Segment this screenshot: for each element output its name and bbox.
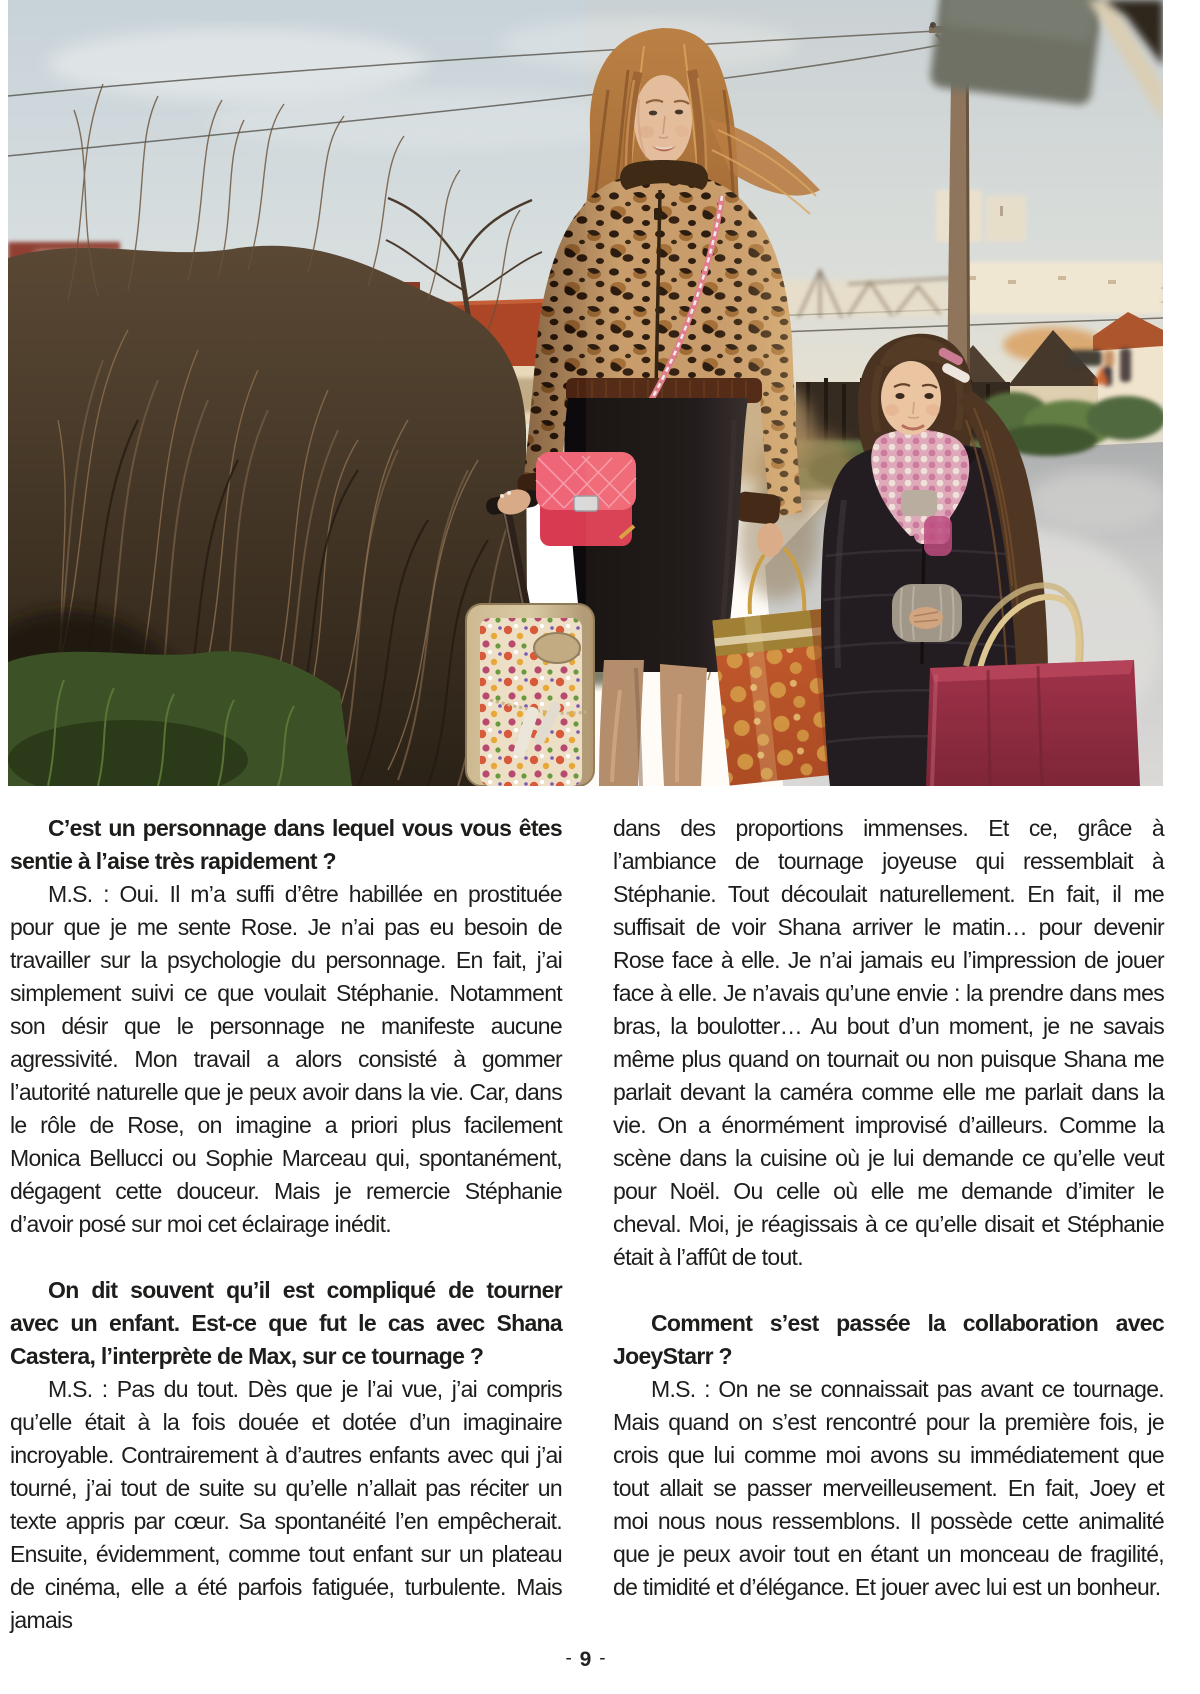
page-number-suffix: - (599, 1648, 607, 1669)
interview-question: Comment s’est passée la collaboration avec JoeyStarr ? (613, 1310, 1164, 1369)
photo-woman-and-girl (8, 0, 1163, 786)
article-column-right (613, 812, 1164, 1604)
article-column-left (10, 812, 562, 1637)
interview-answer: M.S. : Pas du tout. Dès que je l’ai vue, j’ai compris qu’elle était à la fois douée et dotée d’un imaginaire incroyable. Contrairement à d’autres enfants avec qui j’ai tourné, j’ai tout de suite su qu’elle n’allait pas réciter un texte appris par cœur. Sa spontanéité l’en empêcherait. Ensuite, évidemment, comme tout enfant sur un plateau de cinéma, elle a été parfois fatiguée, turbulente. Mais jamais (10, 1376, 562, 1633)
interview-answer: M.S. : Oui. Il m’a suffi d’être habillée en prostituée pour que je me sente Rose. Je n’ai pas eu besoin de travailler sur la psychologie du personnage. En fait, j’ai simplement suivi ce que voulait Stéphanie. Notamment son désir que le personnage ne manifeste aucune agressivité. Mon travail a alors consisté à gommer l’autorité naturelle que je peux avoir dans la vie. Car, dans le rôle de Rose, on imagine a priori plus facilement Monica Bellucci ou Sophie Marceau qui, spontanément, dégagent cette douceur. Mais je remercie Stéphanie d’avoir posé sur moi cet éclairage inédit. (10, 881, 562, 1237)
page-number (16, 1648, 1156, 1672)
page-number-prefix: - (565, 1648, 573, 1669)
page-number-value: 9 (579, 1648, 593, 1671)
interview-question: C’est un personnage dans lequel vous vous êtes sentie à l’aise très rapidement ? (10, 815, 562, 874)
interview-answer: M.S. : On ne se connaissait pas avant ce tournage. Mais quand on s’est rencontré pour la première fois, je crois que lui comme moi avons su immédiatement que tout allait se passer merveilleusement. En fait, Joey et moi nous nous ressemblons. Il possède cette animalité que je peux avoir tout en étant un monceau de fragilité, de timidité et d’élégance. Et jouer avec lui est un bonheur. (613, 1376, 1164, 1600)
interview-question: On dit souvent qu’il est compliqué de tourner avec un enfant. Est-ce que fut le cas avec Shana Castera, l’interprète de Max, sur ce tournage ? (10, 1277, 562, 1369)
warm-light-overlay (586, 0, 1163, 786)
interview-answer-continuation: dans des proportions immenses. Et ce, grâce à l’ambiance de tournage joyeuse qui ressemblait à Stéphanie. Tout découlait naturellement. En fait, il me suffisait de voir Shana arriver le matin… pour devenir Rose face à elle. Je n’ai jamais eu l’impression de jouer face à elle. Je n’avais qu’une envie : la prendre dans mes bras, la boulotter… Au bout d’un moment, je ne savais même plus quand on tournait ou non puisque Shana me parlait devant la caméra comme elle me parlait dans la vie. On a énormément improvisé d’ailleurs. Comme la scène dans la cuisine où je lui demande ce qu’elle veut pour Noël. Ou celle où elle me demande d’imiter le cheval. Moi, je réagissais à ce qu’elle disait et Stéphanie était à l’affût de tout. (613, 815, 1164, 1270)
